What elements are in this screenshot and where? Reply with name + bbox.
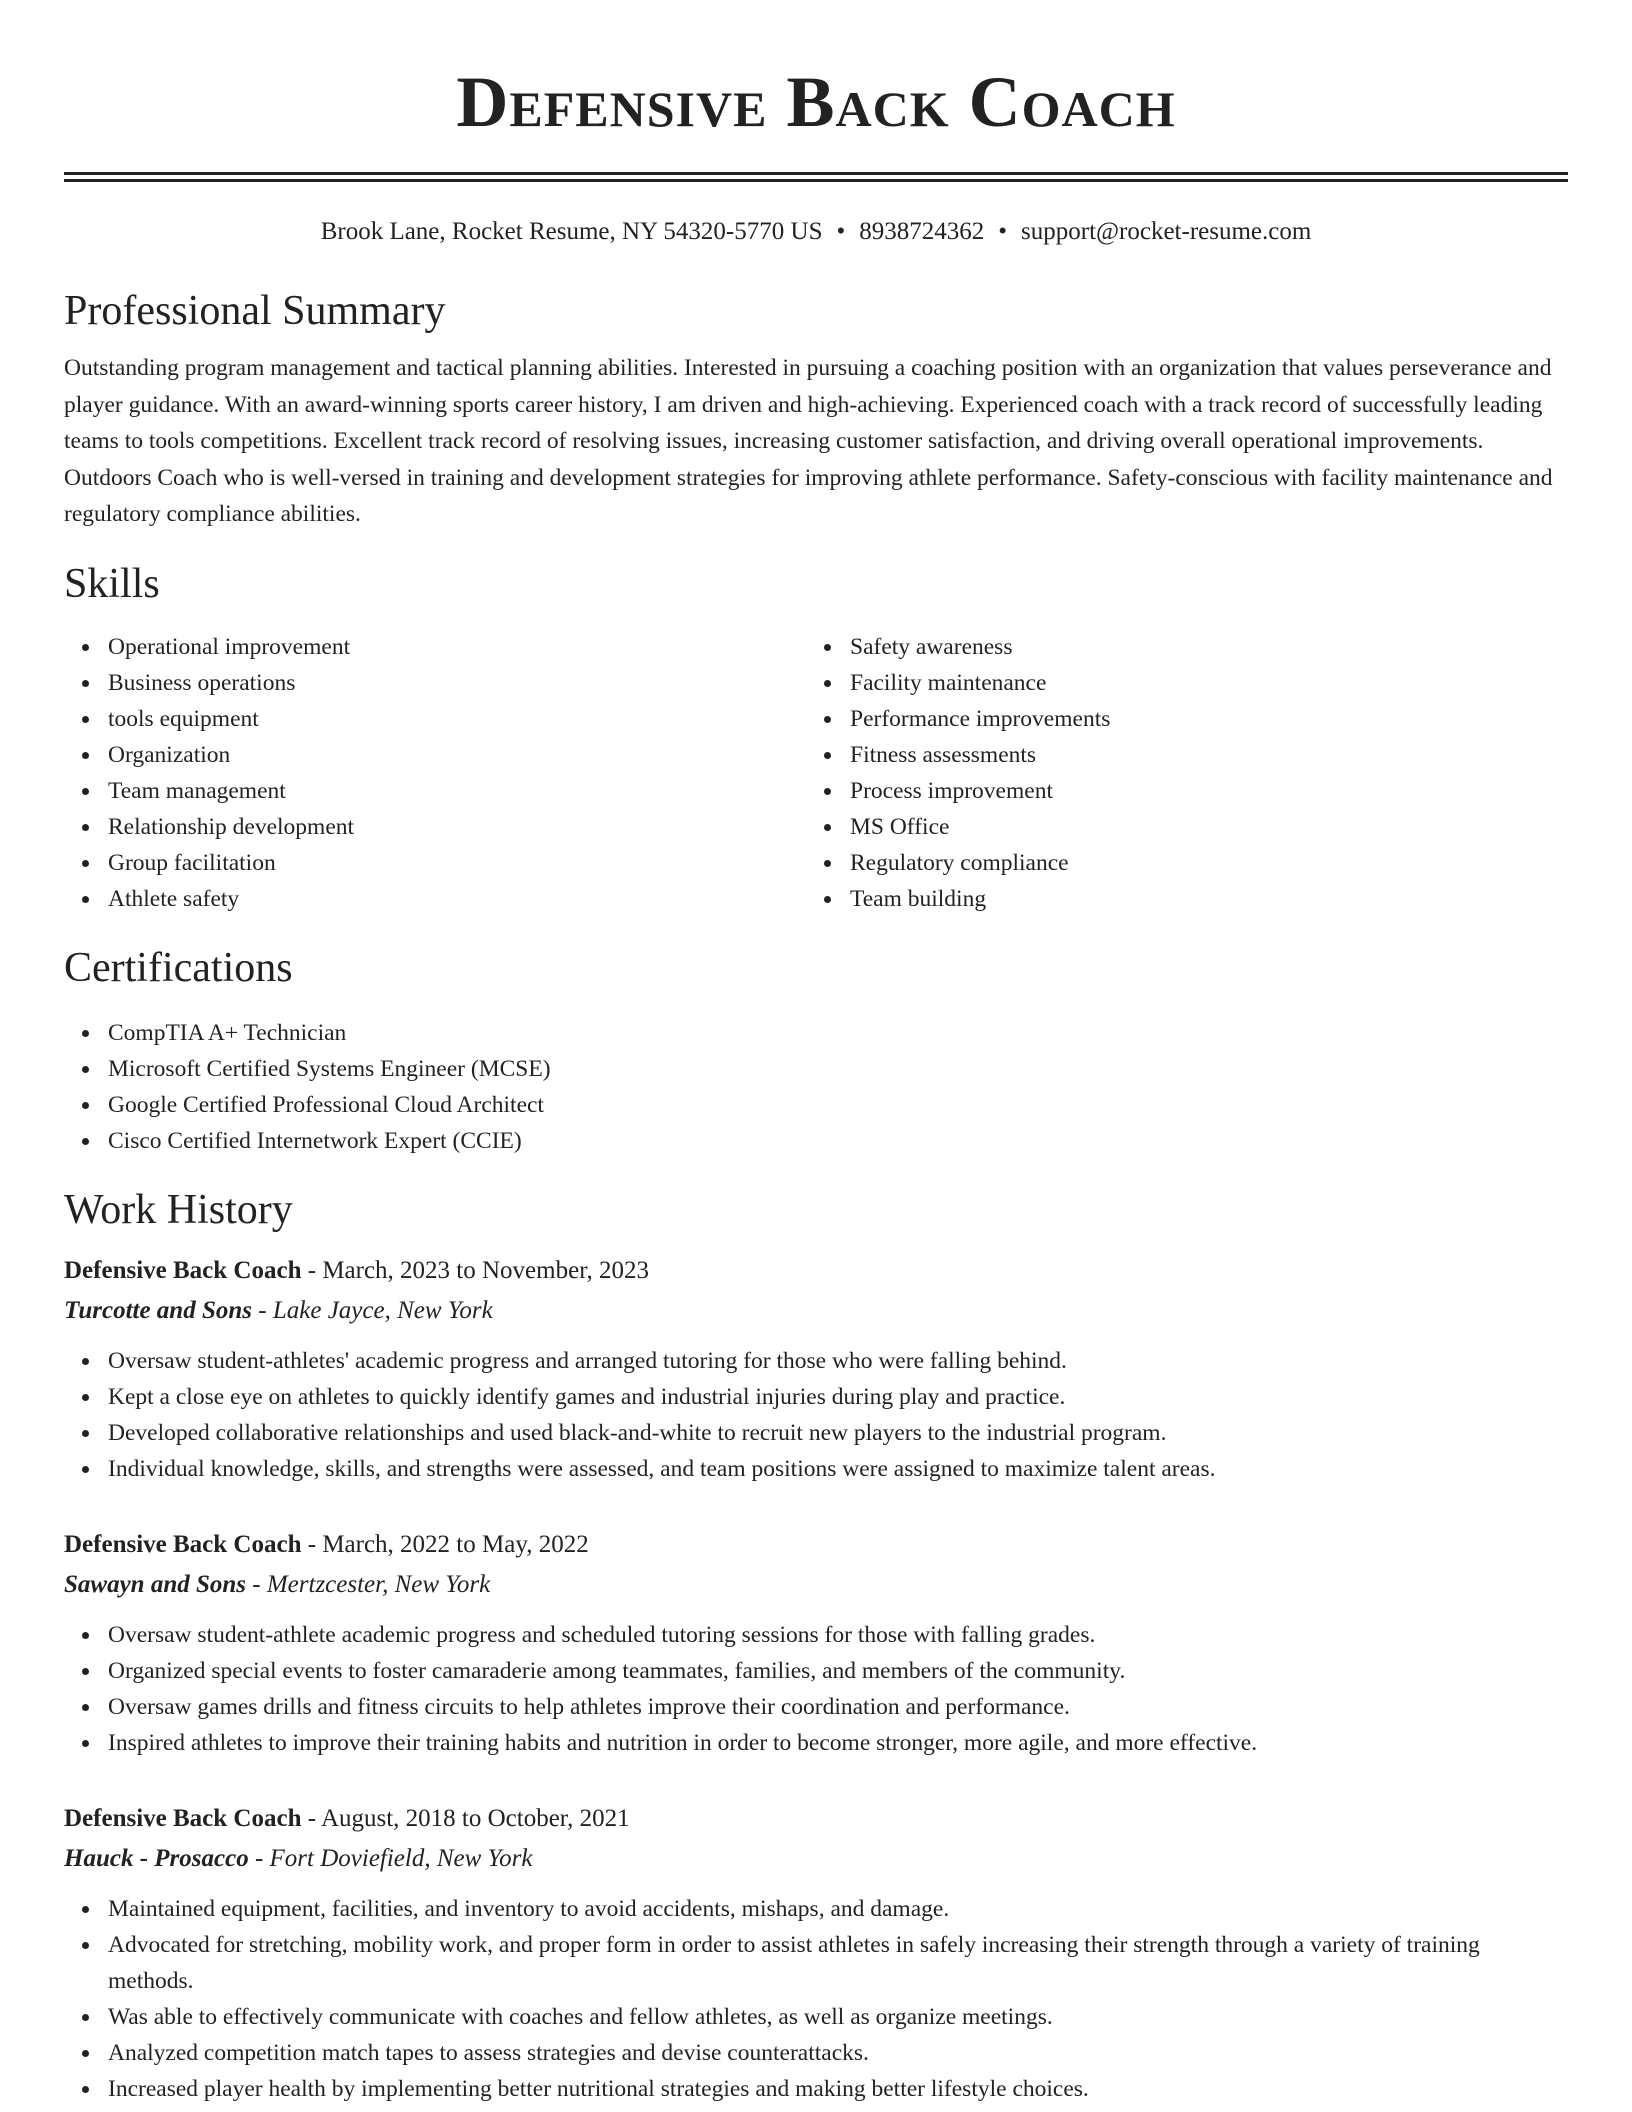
contact-line	[64, 216, 1568, 248]
job-bullets	[64, 1617, 1568, 1761]
skill-item: Team management	[108, 773, 806, 809]
job-title: Defensive Back Coach	[64, 1804, 302, 1832]
job-company-line	[64, 1291, 1568, 1331]
job-dash: -	[307, 1804, 317, 1832]
job-dash: -	[307, 1256, 317, 1284]
job-entry	[64, 1251, 1568, 1487]
job-dates: August, 2018 to October, 2021	[320, 1804, 630, 1832]
job-company-line	[64, 1839, 1568, 1879]
skill-item: Performance improvements	[850, 701, 1548, 737]
contact-phone: 8938724362	[859, 218, 985, 245]
job-bullet: Increased player health by implementing better nutritional strategies and making better lifestyle choices.	[108, 2071, 1568, 2107]
skill-item: Process improvement	[850, 773, 1548, 809]
job-bullet: Oversaw student-athlete academic progress and scheduled tutoring sessions for those with falling grades.	[108, 1617, 1568, 1653]
skill-item: Fitness assessments	[850, 737, 1548, 773]
job-bullets	[64, 1343, 1568, 1487]
skill-item: Group facilitation	[108, 845, 806, 881]
summary-text: Outstanding program management and tactical planning abilities. Interested in pursuing a coaching position with an organization that values perseverance and player guidance. With an award-winning sports career history, I am driven and high-achieving. Experienced coach with a track record of successfully leading teams to tools competitions. Excellent track record of resolving issues, increasing customer satisfaction, and driving overall operational improvements. Outdoors Coach who is well-versed in training and development strategies for improving athlete performance. Safety-conscious with facility maintenance and regulatory compliance abilities.	[64, 355, 1553, 527]
job-bullet: Analyzed competition match tapes to assess strategies and devise counterattacks.	[108, 2035, 1568, 2071]
summary-heading: Professional Summary	[64, 288, 446, 334]
job-dates: March, 2022 to May, 2022	[322, 1530, 589, 1558]
job-bullet: Developed collaborative relationships and used black-and-white to recruit new players to the industrial program.	[108, 1415, 1568, 1451]
certifications-list	[64, 1015, 1568, 1159]
contact-email: support@rocket-resume.com	[1021, 218, 1312, 245]
skills-column-left	[64, 629, 806, 917]
skill-item: Athlete safety	[108, 881, 806, 917]
contact-separator: •	[998, 218, 1008, 245]
job-dash: -	[258, 1296, 267, 1324]
skill-item: tools equipment	[108, 701, 806, 737]
job-bullet: Inspired athletes to improve their training habits and nutrition in order to become stronger, more agile, and more effective.	[108, 1725, 1568, 1761]
job-entry	[64, 1799, 1568, 2107]
skills-list-right	[806, 629, 1548, 917]
job-title: Defensive Back Coach	[64, 1256, 302, 1284]
job-location: Mertzcester, New York	[266, 1570, 491, 1598]
job-bullet: Oversaw student-athletes' academic progress and arranged tutoring for those who were falling behind.	[108, 1343, 1568, 1379]
job-bullet: Was able to effectively communicate with coaches and fellow athletes, as well as organize meetings.	[108, 1999, 1568, 2035]
certifications-heading: Certifications	[64, 944, 293, 991]
job-title-line	[64, 1525, 1568, 1565]
skill-item: Safety awareness	[850, 629, 1548, 665]
skills-columns	[64, 629, 1568, 917]
skill-item: Operational improvement	[108, 629, 806, 665]
title-double-rule	[64, 172, 1568, 182]
skill-item: Facility maintenance	[850, 665, 1548, 701]
job-dash: -	[307, 1530, 317, 1558]
work-history-heading: Work History	[64, 1186, 293, 1233]
skills-list-left	[64, 629, 806, 917]
skill-item: Regulatory compliance	[850, 845, 1548, 881]
certification-item: Microsoft Certified Systems Engineer (MCSE)	[108, 1051, 1568, 1087]
job-title-line	[64, 1799, 1568, 1839]
skills-column-right	[806, 629, 1548, 917]
job-bullets	[64, 1891, 1568, 2107]
job-location: Lake Jayce, New York	[272, 1296, 493, 1324]
resume-title: Defensive Back Coach	[456, 62, 1176, 142]
job-bullet: Oversaw games drills and fitness circuits to help athletes improve their coordination and performance.	[108, 1689, 1568, 1725]
skill-item: Relationship development	[108, 809, 806, 845]
job-dash: -	[254, 1844, 264, 1872]
job-bullet: Organized special events to foster camaraderie among teammates, families, and members of the community.	[108, 1653, 1568, 1689]
certification-item: Cisco Certified Internetwork Expert (CCIE)	[108, 1123, 1568, 1159]
job-dash: -	[252, 1570, 261, 1598]
job-bullet: Maintained equipment, facilities, and inventory to avoid accidents, mishaps, and damage.	[108, 1891, 1568, 1927]
job-location: Fort Doviefield, New York	[269, 1844, 533, 1872]
job-company: Turcotte and Sons	[64, 1296, 253, 1324]
job-title: Defensive Back Coach	[64, 1530, 302, 1558]
job-company-line	[64, 1565, 1568, 1605]
job-bullet: Individual knowledge, skills, and strengths were assessed, and team positions were assigned to maximize talent areas.	[108, 1451, 1568, 1487]
job-entry	[64, 1525, 1568, 1761]
skills-heading: Skills	[64, 560, 160, 607]
job-company: Sawayn and Sons	[64, 1570, 247, 1598]
job-company: Hauck - Prosacco	[64, 1844, 249, 1872]
job-dates: March, 2023 to November, 2023	[322, 1256, 650, 1284]
job-bullet: Advocated for stretching, mobility work, and proper form in order to assist athletes in safely increasing their strength through a variety of training methods.	[108, 1927, 1568, 1999]
certification-item: CompTIA A+ Technician	[108, 1015, 1568, 1051]
skill-item: Team building	[850, 881, 1548, 917]
skill-item: MS Office	[850, 809, 1548, 845]
job-title-line	[64, 1251, 1568, 1291]
contact-address: Brook Lane, Rocket Resume, NY 54320-5770 US	[320, 218, 823, 245]
skill-item: Business operations	[108, 665, 806, 701]
contact-separator: •	[836, 218, 846, 245]
job-bullet: Kept a close eye on athletes to quickly identify games and industrial injuries during play and practice.	[108, 1379, 1568, 1415]
certification-item: Google Certified Professional Cloud Architect	[108, 1087, 1568, 1123]
skill-item: Organization	[108, 737, 806, 773]
